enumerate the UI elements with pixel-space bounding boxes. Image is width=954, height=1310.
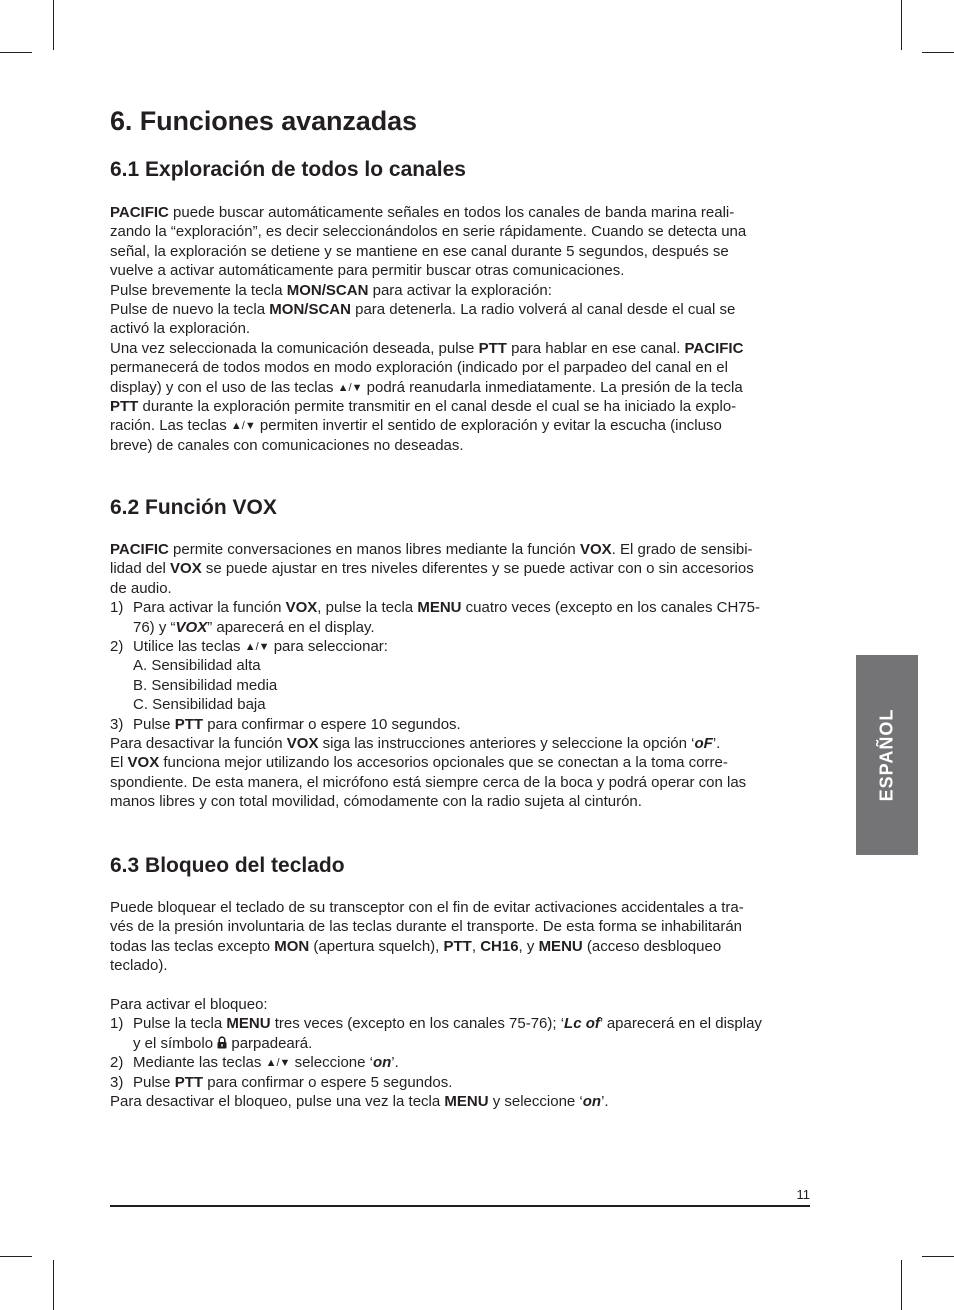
text-line: PTT durante la exploración permite transmitir en el canal desde el cual se ha iniciado la explo-: [110, 397, 737, 415]
text-line: PACIFIC permite conversaciones en manos libres mediante la función VOX. El grado de sensibi-: [110, 541, 753, 558]
section-body-vox: [110, 540, 822, 811]
text-line: señal, la exploración se detiene y se mantiene en ese canal durante 5 segundos, después se: [110, 242, 729, 260]
list-item: 2) Mediante las teclas ▲/▼ seleccione ‘on’.: [110, 1054, 399, 1072]
up-down-arrow-keys-icon: ▲/▼: [265, 1057, 291, 1070]
section-heading-vox: 6.2 Función VOX: [110, 496, 277, 519]
list-item: 3) Pulse PTT para confirmar o espere 5 segundos.: [110, 1073, 453, 1091]
sensitivity-option-medium: B. Sensibilidad media: [133, 676, 278, 694]
text-line: teclado).: [110, 957, 168, 975]
crop-mark-bottom-right-h: [922, 1256, 954, 1257]
list-item: 1) Para activar la función VOX, pulse la tecla MENU cuatro veces (excepto en los canales CH75-: [110, 599, 760, 617]
language-tab: [856, 655, 918, 855]
text-line: Para desactivar el bloqueo, pulse una vez la tecla MENU y seleccione ‘on’.: [110, 1092, 609, 1110]
list-item: 1) Pulse la tecla MENU tres veces (excepto en los canales 75-76); ‘Lc of’ aparecerá en el display: [110, 1015, 762, 1033]
crop-mark-top-right-v: [901, 0, 902, 50]
blank-line: [110, 976, 822, 995]
crop-mark-bottom-left-v: [53, 1260, 54, 1310]
list-item: 2) Utilice las teclas ▲/▼ para seleccionar:: [110, 637, 388, 655]
text-line: permanecerá de todos modos en modo exploración (indicado por el parpadeo del canal en el: [110, 359, 728, 377]
text-line: Puede bloquear el teclado de su transceptor con el fin de evitar activaciones accidentales a tra-: [110, 899, 744, 916]
section-heading-scan: 6.1 Exploración de todos lo canales: [110, 158, 466, 181]
text-line: activó la exploración.: [110, 320, 251, 338]
text-line: ración. Las teclas ▲/▼ permiten invertir el sentido de exploración y evitar la escucha (incluso: [110, 417, 722, 435]
text-line: display) y con el uso de las teclas ▲/▼ podrá reanudarla inmediatamente. La presión de la tecla: [110, 378, 743, 396]
text-line: breve) de canales con comunicaciones no deseadas.: [110, 436, 464, 454]
page-number: 11: [796, 1187, 810, 1202]
section-heading-keylock: 6.3 Bloqueo del teclado: [110, 854, 345, 877]
text-line: Pulse brevemente la tecla MON/SCAN para activar la exploración:: [110, 281, 552, 299]
text-line: Una vez seleccionada la comunicación deseada, pulse PTT para hablar en ese canal. PACIFIC: [110, 339, 744, 357]
text-line: PACIFIC puede buscar automáticamente señales en todos los canales de banda marina reali-: [110, 204, 735, 221]
up-down-arrow-keys-icon: ▲/▼: [337, 381, 363, 394]
list-item-continuation: 76) y “VOX” aparecerá en el display.: [133, 618, 375, 636]
list-item-continuation: y el símbolo parpadeará.: [110, 1034, 822, 1053]
text-line: vuelve a activar automáticamente para permitir buscar otras comunicaciones.: [110, 262, 625, 280]
crop-mark-top-right-h: [922, 52, 954, 53]
section-body-scan: [110, 203, 822, 455]
text-line: zando la “exploración”, es decir seleccionándolos en serie rápidamente. Cuando se detecta una: [110, 223, 747, 241]
page-title: 6. Funciones avanzadas: [110, 106, 417, 136]
up-down-arrow-keys-icon: ▲/▼: [244, 640, 270, 653]
text-line: Para activar el bloqueo:: [110, 995, 268, 1013]
text-line: vés de la presión involuntaria de las teclas durante el transporte. De esta forma se inhabilitarán: [110, 918, 743, 936]
crop-mark-bottom-right-v: [901, 1260, 902, 1310]
text-line: spondiente. De esta manera, el micrófono está siempre cerca de la boca y podrá operar con las: [110, 773, 747, 791]
text-line: lidad del VOX se puede ajustar en tres niveles diferentes y se puede activar con o sin accesorios: [110, 560, 754, 578]
text-line: manos libres y con total movilidad, cómodamente con la radio sujeta al cinturón.: [110, 793, 642, 811]
sensitivity-option-low: C. Sensibilidad baja: [133, 696, 266, 714]
footer-rule: [110, 1205, 810, 1207]
up-down-arrow-keys-icon: ▲/▼: [230, 420, 256, 433]
padlock-icon: [217, 1035, 227, 1054]
text-line: de audio.: [110, 579, 172, 597]
crop-mark-bottom-left-h: [0, 1256, 32, 1257]
text-line: El VOX funciona mejor utilizando los accesorios opcionales que se conectan a la toma corre-: [110, 754, 728, 772]
list-item: 3) Pulse PTT para confirmar o espere 10 segundos.: [110, 715, 461, 733]
crop-mark-top-left-h: [0, 52, 32, 53]
section-body-keylock: [110, 898, 822, 1111]
text-line: Para desactivar la función VOX siga las instrucciones anteriores y seleccione la opción ‘oF’.: [110, 734, 721, 752]
text-line: Pulse de nuevo la tecla MON/SCAN para detenerla. La radio volverá al canal desde el cual se: [110, 300, 736, 318]
language-tab-label: ESPAÑOL: [876, 708, 897, 802]
sensitivity-option-high: A. Sensibilidad alta: [133, 657, 261, 675]
text-line: todas las teclas excepto MON (apertura squelch), PTT, CH16, y MENU (acceso desbloqueo: [110, 937, 722, 955]
crop-mark-top-left-v: [53, 0, 54, 50]
